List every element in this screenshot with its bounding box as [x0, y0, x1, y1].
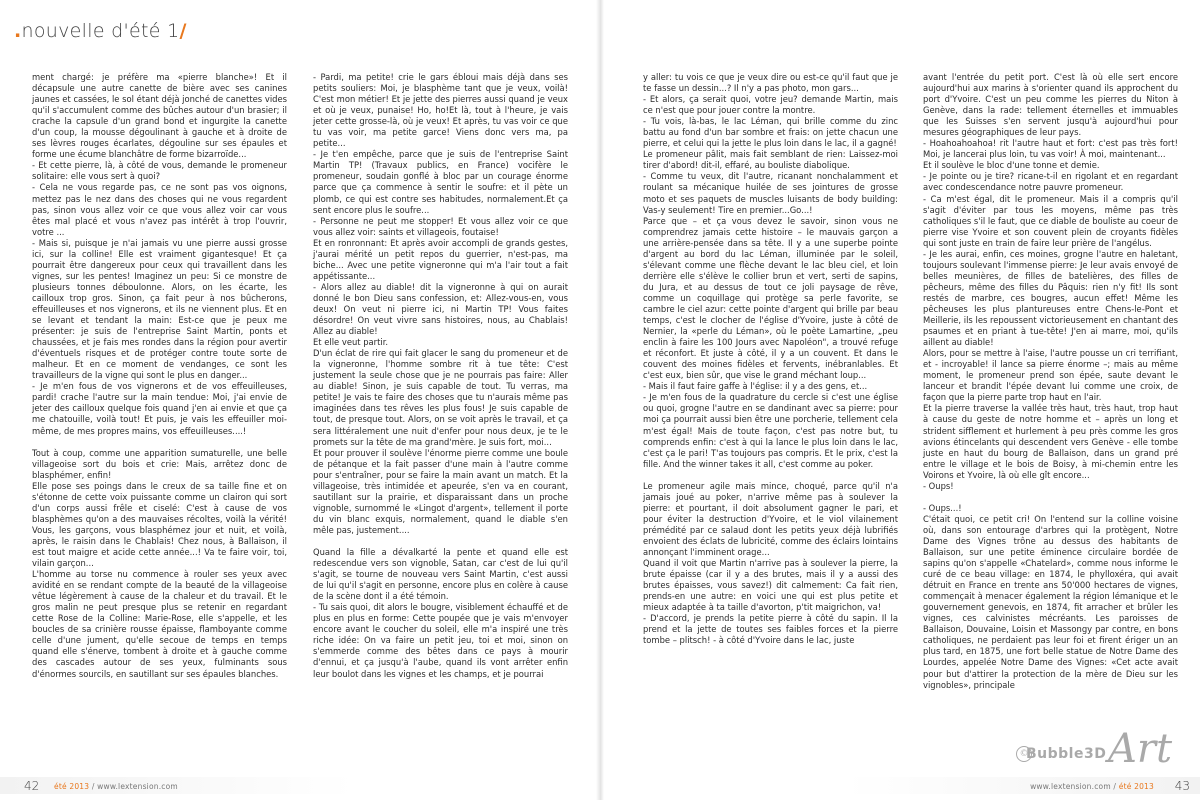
- paragraph: Elle pose ses poings dans le creux de sa taille fine et on s'étonne de cette voix puissante comme un clairon qui sort d'un corps aussi frêle et ciselé: C'est à cause de vos blasphèmes qu'on a des mauvaises récoltes, voilà la vérité! Vous, les garçons, vous blasphémez jour et nuit, et voilà, après, le raisin dans le Chablais! Chez nous, à Ballaison, il est tout maigre et acide cette année...! Va te faire voir, toi, vilain garçon...: [32, 480, 290, 569]
- paragraph: Parce que – et ça vous devez le savoir, sinon vous ne comprendrez jamais cette histoire – le mauvais garçon a une arrière-pensée dans sa tête. Il y a une superbe pointe d'argent au bord du lac Léman, illuminée par le soleil, s'élevant comme une flèche devant le lac bleu ciel, et loin derrière elle s'élève le collier brun et vert, serti de sapins, du Jura, et au dessus de tout ce joli paysage de rêve, comme un coquillage qui protège sa perle favorite, se cambre le ciel azur: cette pointe d'argent qui brille par beau temps, c'est le clocher de l'église d'Yvoire, juste à côté de Nernier, la «perle du Léman», où le poète Lamartine, „peu enclin à faire les 100 Jours avec Napoléon", a trouvé refuge et réconfort. Et juste à côté, il y a un couvent. Et dans le couvent des moines fidèles et fervents, inébranlables. Et c'est eux, bien sûr, que vise le grand méchant loup...: [643, 215, 901, 381]
- watermark-logo: [1016, 722, 1173, 780]
- paragraph: Et la pierre traverse la vallée très haut, très haut, trop haut à cause du geste de notre homme et – après un long et strident sifflement et hurlement à peu près comme les gros avions étincelants qui descendent vers Genève - elle tombe juste en haut du bourg de Ballaison, dans un grand pré entre le village et le bois de Boisy, à mi-chemin entre les Voirons et Yvoire, là où elle gît encore...: [923, 403, 1181, 480]
- title-dot: .: [14, 20, 22, 42]
- paragraph: - Oups!: [923, 480, 954, 491]
- paragraph: - Je t'en empêche, parce que je suis de l'entreprise Saint Martin TP! (Travaux publics, en France) vocifère le promeneur, soudain gonflé à bloc par un courage énorme parce que ça commence à sentir le soufre: et il pète un plomb, ce qui est contre ses habitudes, normalement.Et ça sent encore plus le soufre...: [313, 149, 571, 215]
- paragraph: - Pardi, ma petite! crie le gars ébloui mais déjà dans ses petits souliers: Moi, je blasphème tant que je veux, voilà! C'est mon métier! Et je jette des pierres aussi quand je veux et où je veux, punaise! Ho, ho!Et là, tout à l'heure, je vais jeter cette grosse-là, où je veux! Et après, tu vas voir ce que tu vas voir, ma petite garce! Viens donc vers ma, pa petite...: [313, 72, 571, 149]
- paragraph: [313, 536, 568, 547]
- text-column-3: [643, 72, 901, 742]
- paragraph: Quand il voit que Martin n'arrive pas à soulever la pierre, la brute épaisse (car il y a des brutes, mais il y a aussi des brutes épaisses, vous savez!) dit calmement: Ca fait rien, prends-en une autre: en voici une qui est plus petite et mieux adaptée à ta taille d'avorton, p'tit maigrichon, va!: [643, 558, 901, 613]
- paragraph: D'un éclat de rire qui fait glacer le sang du promeneur et de la vigneronne, l'homme sombre rit à tue tête: C'est justement la seule chose que je ne pourrais pas faire: Aller au diable! Sinon, je suis capable de tout. Tu verras, ma petite! Je vais te faire des choses que tu n'aurais même pas imaginées dans tes rêves les plus fous! Je suis capable de tout, de presque tout. Alors, on se voit après le travail, et ça sera littéralement une nuit d'enfer pour nous deux, je te le promets sur la tête de ma grand'mère. Je suis fort, moi...: [313, 348, 571, 447]
- page-number-left: 42: [24, 779, 40, 793]
- paragraph: y aller: tu vois ce que je veux dire ou est-ce qu'il faut que je te fasse un dessin...? Il n'y a pas photo, mon gars...: [643, 72, 901, 94]
- paragraph: - Je m'en fous de vos vignerons et de vos effeuilleuses, pardi! crache l'autre sur la main tendue: Moi, j'ai envie de jeter des cailloux quelque fois quand j'en ai envie et que ça me chatouille, voilà tout! Et puis, je vais les effeuiller moi-même, de mes propres mains, vos effeuilleuses....!: [32, 381, 290, 436]
- paragraph: - Cela ne vous regarde pas, ce ne sont pas vos oignons, mettez pas le nez dans des choses qui ne vous regardent pas, sinon vous allez voir ce que vous allez voir car vous êtes mal placé et vous n'avez pas intérêt à trop l'ouvrir, votre ...: [32, 182, 290, 237]
- paragraph: - Et cette pierre, là, à côté de vous, demande le promeneur solitaire: elle vous sert à quoi?: [32, 160, 290, 182]
- paragraph: - D'accord, je prends la petite pierre à côté du sapin. Il la prend et la jette de toutes ses faibles forces et la pierre tombe – plitsch! - à côté d'Yvoire dans le lac, juste: [643, 613, 901, 646]
- paragraph: C'était quoi, ce petit cri! On l'entend sur la colline voisine où, dans son entourage d'arbres qui la protègent, Notre Dame des Vignes trône au dessus des habitants de Ballaison, sur une petite éminence circulaire bordée de sapins qu'on s'appelle «Chatelard», comme nous informe le curé de ce beau village: en 1874, le phylloxéra, qui avait détruit en France en trente ans 50'000 hectares de vignes, commençait à menacer également la région lémanique et le gouvernement genevois, en 1874, fit arracher et brûler les vignes, ces calvinistes mécréants. Les paroisses de Ballaison, Douvaine, Loisin et Massongy par contre, en bons catholiques, ne perdaient pas leur foi et firent ériger un an plus tard, en 1875, une fort belle statue de Notre Dame des Lourdes, appelée Notre Dame des Vignes: «Cet acte avait pour but d'attirer la protection de la mère de Dieu sur les vignobles», principale: [923, 513, 1181, 690]
- paragraph: - Et alors, ça serait quoi, votre jeu? demande Martin, mais ce n'est que pour jouer contre la montre.: [643, 94, 901, 116]
- paragraph: Et il soulève le bloc d'une tonne et demie.: [923, 160, 1100, 171]
- paragraph: - Alors allez au diable! dit la vigneronne à qui on aurait donné le bon Dieu sans confession, et: Allez-vous-en, vous deux! On veut ni pierre ici, ni Martin TP! Vous faites désordre! On veut vivre sans histoires, nous, au Chablais! Allez au diable!: [313, 281, 571, 337]
- watermark-text: Bubble3D: [1026, 746, 1107, 762]
- footer-left-sep: /: [89, 782, 98, 791]
- paragraph: Et pour prouver il soulève l'énorme pierre comme une boule de pétanque et la fait passer d'une main à l'autre comme pour s'entraîner, pour se faire la main avant un match. Et la villageoise, très intimidée et apeurée, s'en va en courant, sautillant sur la prairie, et disparaissant dans un proche vignoble, surnommé le «Lingot d'argent», tellement il porte du vin blanc exquis, normalement, quand le diable s'en mêle pas, justement....: [313, 447, 571, 535]
- paragraph: Et elle veut partir.: [313, 337, 389, 348]
- text-column-4: [923, 72, 1181, 742]
- paragraph: Et en ronronnant: Et après avoir accompli de grands gestes, j'aurai mérité un petit repos du guerrier, n'est-pas, ma biche... Avec une petite vigneronne qui m'a l'air tout a fait appétissante...: [313, 237, 571, 281]
- paragraph: - Je m'en fous de la quadrature du cercle si c'est une église ou quoi, grogne l'autre en se dandinant avec sa pierre: pour moi ça pourrait aussi bien être une porcherie, tellement cela m'est égal! Mais de toute façon, c'est pas notre but, tu comprends enfin: c'est à qui la lance le plus loin dans le lac, c'est ça le pari! T'as toujours pas compris. Et le prix, c'est la fille. And the winner takes it all, c'est comme au poker.: [643, 392, 901, 469]
- text-column-2: [313, 72, 571, 742]
- section-title: [14, 20, 187, 42]
- paragraph: Quand la fille a dévalkarté la pente et quand elle est redescendue vers son vignoble, Satan, car c'est de lui qu'il s'agit, se tourne de nouveau vers Saint Martin, c'est aussi de lui qu'il s'agit en personne, encore plus en colère à cause de la scène dont il a été témoin.: [313, 547, 571, 602]
- paragraph: - Oups...!: [923, 502, 962, 513]
- paragraph: ment chargé: je préfère ma «pierre blanche»! Et il décapsule une autre canette de bière avec ses canines jaunes et cassées, le sol étant déjà jonché de canettes vides qu'il s'accumulent comme des bûches autour d'un brasier; il crache la capsule d'un grand bond et ingurgite la canette d'un coup, la mousse dégoulinant à gauche et à droite de ses lèvres rouges écarlates, dégouline sur ses épaules et forme une écume blanchâtre de forme bizarroïde...: [32, 72, 290, 160]
- footer-right-sep: /: [1110, 782, 1119, 791]
- paragraph: Le promeneur agile mais mince, choqué, parce qu'il n'a jamais joué au poker, n'arrive même pas à soulever la pierre: et pourtant, il doit absolument gagner le pari, et pour éviter la destruction d'Yvoire, et le viol vilainement prémédité par ce salaud dont les petits yeux déjà lubrifiés envoient des éclats de lubricité, comme des éclairs lointains annonçant l'imminent orage...: [643, 480, 901, 558]
- copyright-icon: ©: [1016, 746, 1032, 762]
- footer-right-site[interactable]: www.lextension.com: [1030, 782, 1111, 791]
- footer-left-text: [54, 782, 178, 791]
- paragraph: - Tu vois, là-bas, le lac Léman, qui brille comme du zinc battu au fond d'un bar sombre et frais: on jette chacun une pierre, et celui qui la jette le plus loin dans le lac, il a gagné!: [643, 116, 901, 149]
- paragraph: - Je les aurai, enfin, ces moines, grogne l'autre en haletant, toujours soulevant l'immense pierre: Je leur avais envoyé de belles meunières, de filles de batelières, des filles de pêcheurs, même des filles du Pâquis: rien n'y fit! Ils sont restés de marbre, ces bougres, aucun effet! Même les pêcheuses les plus plantureuses entre Chens-le-Pont et Meillerie, ils les repoussent victorieusement en chantant des psaumes et en priant à tue-tête! J'en ai marre, moi, qu'ils aillent au diable!: [923, 248, 1181, 348]
- title-slash: /: [179, 20, 187, 42]
- paragraph: - Ca m'est égal, dit le promeneur. Mais il a compris qu'il s'agit d'éviter par tous les moyens, même pas très catholiques s'il le faut, que ce diable de bouliste au coeur de pierre vise Yvoire et son couvent plein de croyants fidèles qui sont juste en train de faire leur prière de l'angélus.: [923, 193, 1181, 248]
- watermark-script: Art: [1108, 726, 1173, 772]
- paragraph: - Mais il faut faire gaffe à l'église: il y a des gens, et...: [643, 381, 868, 392]
- paragraph: [923, 492, 1178, 503]
- footer-left-site[interactable]: www.lextension.com: [97, 782, 178, 791]
- footer-left-season: été 2013: [54, 782, 90, 791]
- text-column-1: [32, 72, 290, 742]
- paragraph: - Mais si, puisque je n'ai jamais vu une pierre aussi grosse ici, sur la colline! Elle est vraiment gigantesque! Et ça pourrait être dangereux pour ceux qui travaillent dans les vignes, sur les pentes! Imaginez un peu: Si ce monstre de plusieurs tonnes déboulonne. Alors, on les écarte, les cailloux trop gros. Sinon, ça fait peur à nos bûcherons, effeuilleuses et nos vignerons, et ils ne viennent plus. Et en se levant et tendant la main: Est-ce que je peux me présenter: je suis de l'entreprise Saint Martin, ponts et chaussées, et je fais mes rondes dans la région pour avertir d'éventuels risques et de protéger contre toute sorte de malheur. Et en ce moment de vendanges, ce sont les travailleurs de la vigne qui sont le plus en danger...: [32, 237, 290, 381]
- paragraph: Le promeneur pâlit, mais fait semblant de rien: Laissez-moi tirer d'abord! dit-il, effaré, au bouliste diabolique.: [643, 149, 901, 171]
- paragraph: Alors, pour se mettre à l'aise, l'autre pousse un cri terrifiant, et - incroyable! il lance sa pierre énorme –; mais au même moment, le promeneur prend son épée, saute devant le lanceur et brandit l'épée devant lui comme une croix, de façon que la pierre parte trop haut en l'air.: [923, 348, 1181, 403]
- paragraph: avant l'entrée du petit port. C'est là où elle sert encore aujourd'hui aux marins à s'orienter quand ils approchent du port d'Yvoire. C'est un peu comme les pierres du Niton à Genève, dans la rade: tellement éternelles et immuables que les Suisses s'en servent jusqu'à aujourd'hui pour mesures géographiques de leur pays.: [923, 72, 1181, 138]
- paragraph: - Je pointe ou je tire? ricane-t-il en rigolant et en regardant avec condescendance notre pauvre promeneur.: [923, 171, 1181, 193]
- paragraph: [32, 437, 287, 448]
- paragraph: - Personne ne peut me stopper! Et vous allez voir ce que vous allez voir: saints et villageois, foutaise!: [313, 215, 571, 237]
- paragraph: - Hoahoahoahoa! rit l'autre haut et fort: c'est pas très fort! Moi, je lancerai plus loin, tu vas voir! À moi, maintenant...: [923, 138, 1181, 160]
- paragraph: - Tu sais quoi, dit alors le bougre, visiblement échauffé et de plus en plus en forme: Cette poupée que je vais m'envoyer encore avant le coucher du soleil, elle m'a inspiré une très riche idée: On va faire un petit jeu, toi et moi, sinon on s'emmerde comme des bêtes dans ce pays à mourir d'ennui, et ça jusqu'à l'aube, quand ils vont arrêter enfin leur boulot dans les vignes et les champs, et je pourrai: [313, 602, 571, 679]
- paragraph: L'homme au torse nu commence à rouler ses yeux avec avidité en se rendant compte de la beauté de la villageoise vêtue légèrement à cause de la chaleur et du travail. Et le gros malin ne peut presque plus se retenir en regardant cette Rose de la Colline: Marie-Rose, elle s'appelle, et les boucles de sa crinière rousse épaisse, flamboyante comme celle d'une jument, qu'elle secoue de temps en temps quand elle s'énerve, tombent à droite et à gauche comme des cascades autour de ses yeux, fulminants sous d'énormes sourcils, en sautillant sur ses épaules blanches.: [32, 569, 290, 679]
- paragraph: [643, 470, 898, 481]
- title-text: nouvelle d'été 1: [21, 20, 180, 42]
- page-gutter: [596, 0, 604, 800]
- footer-right-season: été 2013: [1118, 782, 1154, 791]
- paragraph: Tout à coup, comme une apparition sumaturelle, une belle villageoise sort du bois et crie: Mais, arrêtez donc de blasphémer, enfin!: [32, 447, 290, 480]
- footer-right-text: [1030, 782, 1154, 791]
- page-number-right: 43: [1174, 779, 1190, 793]
- paragraph: - Comme tu veux, dit l'autre, ricanant nonchalamment et roulant sa mécanique huilée de ses jointures de grosse moto et ses paquets de muscles luisants de body building: Vas-y seulement! Tire en premier...Go...!: [643, 171, 901, 215]
